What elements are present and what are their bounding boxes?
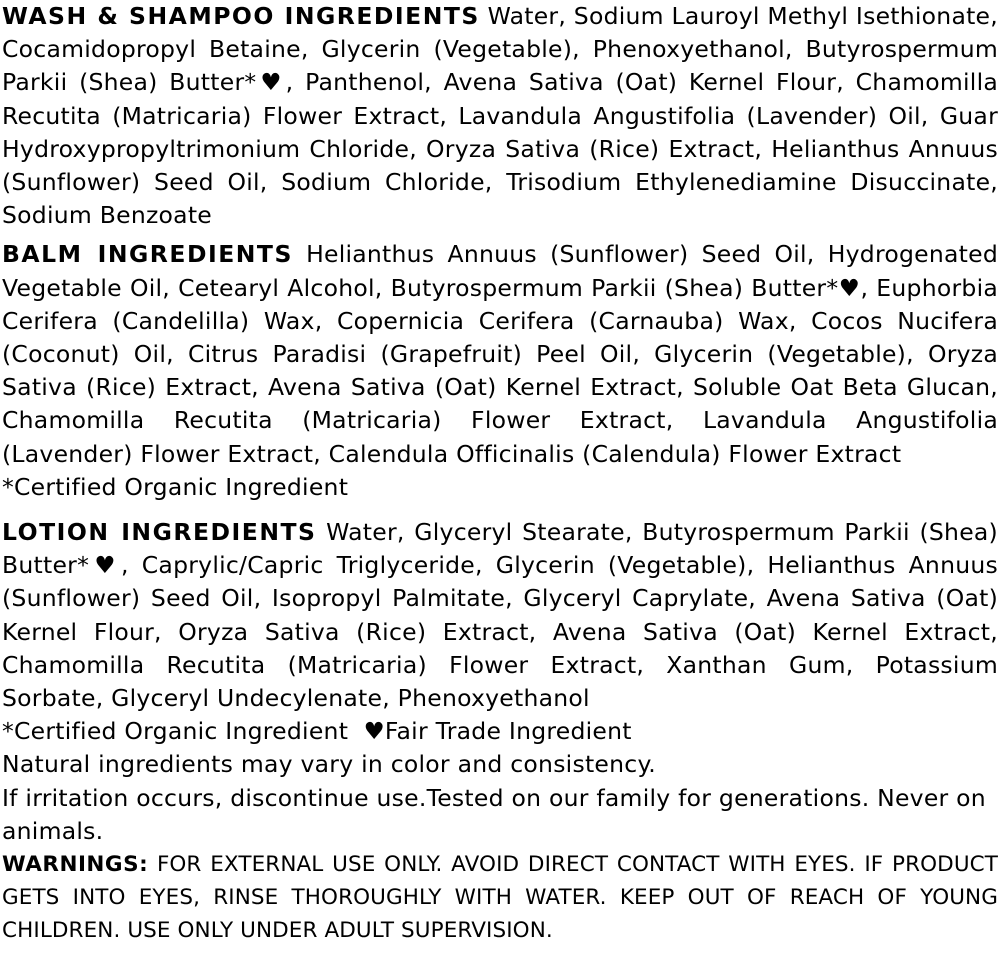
balm-organic-note: *Certified Organic Ingredient: [2, 472, 349, 501]
balm-heading: BALM INGREDIENTS: [2, 240, 293, 269]
balm-ingredients: [2, 238, 998, 470]
wash-shampoo-list: Water, Sodium Lauroyl Methyl Isethionate, Cocamidopropyl Betaine, Glycerin (Vegetable), Phenoxyethanol, Butyrospermum Parkii (Shea) Butter*♥, Panthenol, Avena Sativa (Oat) Kernel Flour, Chamomilla Recutita (Matricaria) Flower Extract, Lavandula Angustifolia (Lavender) Oil, Guar Hydroxypropyltrimonium Chloride, Oryza Sativa (Rice) Extract, Helianthus Annuus (Sunflower) Seed Oil, Sodium Chloride, Trisodium Ethylenediamine Disuccinate, Sodium Benzoate: [2, 2, 998, 230]
natural-variation-note: Natural ingredients may vary in color and consistency.: [2, 750, 656, 779]
warnings-heading: WARNINGS:: [2, 852, 149, 878]
wash-shampoo-ingredients: [2, 0, 998, 232]
warnings-text: FOR EXTERNAL USE ONLY. AVOID DIRECT CONTACT WITH EYES. IF PRODUCT GETS INTO EYES, RINSE THOROUGHLY WITH WATER. KEEP OUT OF REACH OF YOUNG CHILDREN. USE ONLY UNDER ADULT SUPERVISION.: [2, 852, 999, 944]
wash-shampoo-heading: WASH & SHAMPOO INGREDIENTS: [2, 2, 480, 30]
lotion-organic-fairtrade-note: *Certified Organic Ingredient ♥Fair Trade Ingredient: [2, 717, 632, 746]
lotion-heading: LOTION INGREDIENTS: [2, 518, 317, 547]
irritation-note: If irritation occurs, discontinue use.Tested on our family for generations. Never on animals.: [2, 783, 986, 845]
balm-list: Helianthus Annuus (Sunflower) Seed Oil, Hydrogenated Vegetable Oil, Cetearyl Alcohol, Butyrospermum Parkii (Shea) Butter*♥, Euphorbia Cerifera (Candelilla) Wax, Copernicia Cerifera (Carnauba) Wax, Cocos Nucifera (Coconut) Oil, Citrus Paradisi (Grapefruit) Peel Oil, Glycerin (Vegetable), Oryza Sativa (Rice) Extract, Avena Sativa (Oat) Kernel Extract, Soluble Oat Beta Glucan, Chamomilla Recutita (Matricaria) Flower Extract, Lavandula Angustifolia (Lavender) Flower Extract, Calendula Officinalis (Calendula) Flower Extract: [2, 240, 998, 468]
lotion-list: Water, Glyceryl Stearate, Butyrospermum Parkii (Shea) Butter*♥, Caprylic/Capric Triglyceride, Glycerin (Vegetable), Helianthus Annuus (Sunflower) Seed Oil, Isopropyl Palmitate, Glyceryl Caprylate, Avena Sativa (Oat) Kernel Flour, Oryza Sativa (Rice) Extract, Avena Sativa (Oat) Kernel Extract, Chamomilla Recutita (Matricaria) Flower Extract, Xanthan Gum, Potassium Sorbate, Glyceryl Undecylenate, Phenoxyethanol: [2, 518, 998, 713]
lotion-ingredients: [2, 516, 998, 715]
warnings: [2, 848, 998, 948]
